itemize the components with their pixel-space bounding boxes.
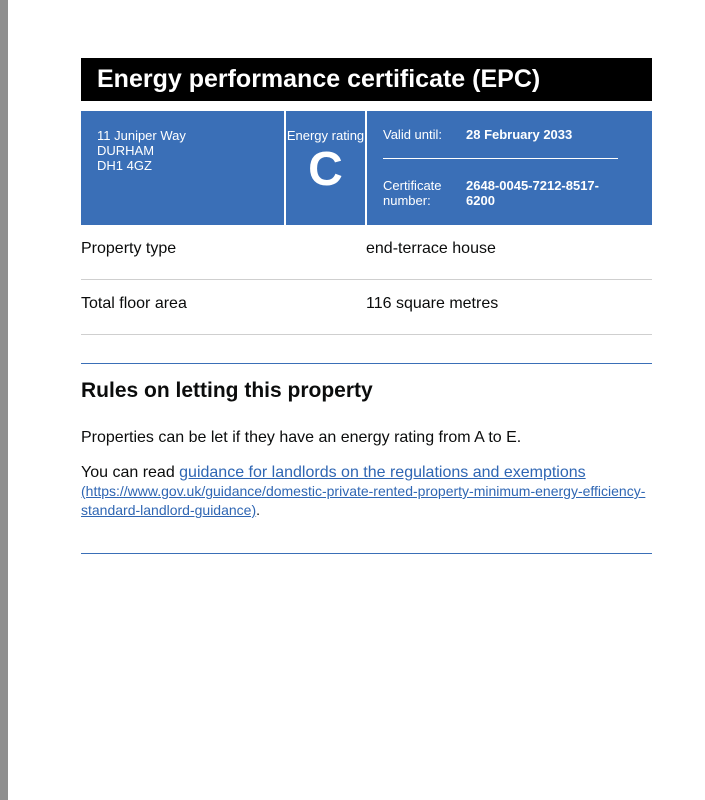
address-line-2: DURHAM xyxy=(97,143,155,158)
property-type-value: end-terrace house xyxy=(366,240,496,257)
certificate-number-value: 2648-0045-7212-8517-6200 xyxy=(466,178,599,208)
guidance-link[interactable]: guidance for landlords on the regulations and exemptions xyxy=(179,464,586,481)
letting-guidance-text xyxy=(81,463,652,520)
letting-heading: Rules on letting this property xyxy=(81,379,373,402)
floor-area-label: Total floor area xyxy=(81,295,187,312)
certificate-title: Energy performance certificate (EPC) xyxy=(81,58,652,101)
property-type-label: Property type xyxy=(81,240,177,257)
valid-until-label: Valid until: xyxy=(383,127,443,142)
certificate-summary xyxy=(81,111,652,225)
window-edge xyxy=(0,0,8,800)
valid-until-value: 28 February 2033 xyxy=(466,127,573,142)
energy-rating-letter: C xyxy=(308,143,343,196)
details-divider xyxy=(383,158,618,159)
epc-page xyxy=(81,58,652,554)
floor-area-value: 116 square metres xyxy=(366,295,499,312)
guidance-url-link[interactable]: (https://www.gov.uk/guidance/domestic-private-rented-property-minimum-energy-efficiency-standard-landlord-guidance) xyxy=(81,483,646,518)
energy-rating-label: Energy rating xyxy=(286,128,365,143)
address-line-3: DH1 4GZ xyxy=(97,158,152,173)
guidance-suffix: . xyxy=(256,502,260,518)
letting-rule-text: Properties can be let if they have an energy rating from A to E. xyxy=(81,429,522,446)
floor-area-row xyxy=(81,280,652,335)
section-divider-top xyxy=(81,363,652,364)
section-divider-bottom xyxy=(81,553,652,554)
guidance-prefix: You can read xyxy=(81,464,180,481)
certificate-details xyxy=(367,111,652,225)
address-line-1: 11 Juniper Way xyxy=(97,128,186,143)
property-address xyxy=(81,111,286,225)
property-type-row xyxy=(81,225,652,280)
energy-rating-box xyxy=(286,111,367,225)
certificate-number-label: Certificate number: xyxy=(383,178,442,208)
